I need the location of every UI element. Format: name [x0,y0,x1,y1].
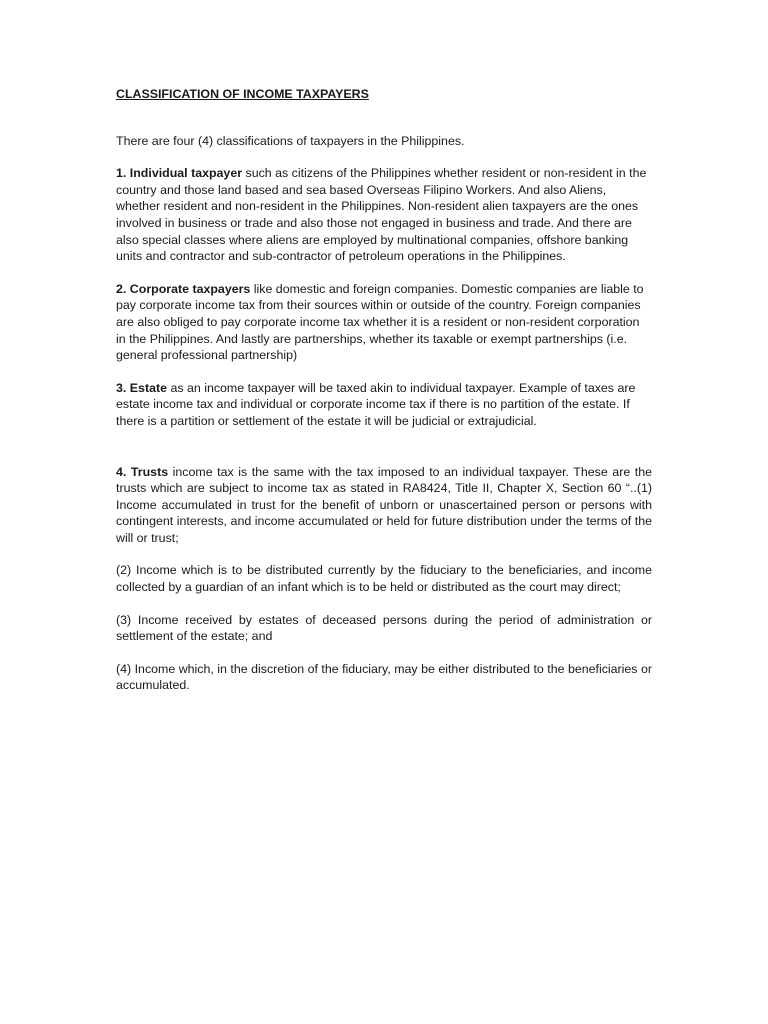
document-page [116,86,652,694]
trust-item-4: (4) Income which, in the discretion of the fiduciary, may be either distributed to the beneficiaries or accumulated. [116,661,652,693]
trust-item-3: (3) Income received by estates of deceased persons during the period of administration or settlement of the estate; and [116,612,652,644]
section-estate [116,380,652,430]
section-heading: Estate [129,380,167,395]
trust-item-2: (2) Income which is to be distributed currently by the fiduciary to the beneficiaries, and income collected by a guardian of an infant which is to be held or distributed as the court may direct; [116,563,652,595]
section-number: 2. [116,281,127,296]
section-individual-taxpayer [116,165,652,265]
section-heading: Trusts [130,464,169,479]
section-trusts [116,464,652,547]
section-number: 1. [116,166,127,181]
section-heading: Corporate taxpayers [129,281,251,296]
section-heading: Individual taxpayer [129,166,243,181]
section-text: income tax is the same with the tax imposed to an individual taxpayer. These are the trusts which are subject to income tax as stated in RA8424, Title II, Chapter X, Section 60 “..(1) Income accumulated in trust for the benefit of unborn or unascertained person or persons with contingent interests, and income accumulated or held for future distribution under the terms of the will or trust; [116,464,652,545]
section-number: 4. [116,464,127,479]
section-text: as an income taxpayer will be taxed akin to individual taxpayer. Example of taxes are estate income tax and individual or corporate income tax if there is no partition of the estate. If there is a partition or settlement of the estate it will be judicial or extrajudicial. [116,380,636,428]
intro-paragraph: There are four (4) classifications of taxpayers in the Philippines. [116,133,465,148]
section-corporate-taxpayers [116,281,652,364]
section-text: such as citizens of the Philippines whether resident or non-resident in the country and those land based and sea based Overseas Filipino Workers. And also Aliens, whether resident and non-resident in the Philippines. Non-resident alien taxpayers are the ones involved in business or trade and also those not engaged in business and trade. And there are also special classes where aliens are employed by multinational companies, offshore banking units and contractor and sub-contractor of petroleum operations in the Philippines. [116,166,647,264]
section-text: like domestic and foreign companies. Domestic companies are liable to pay corporate income tax from their sources within or outside of the country. Foreign companies are also obliged to pay corporate income tax whether it is a resident or non-resident corporation in the Philippines. And lastly are partnerships, whether its taxable or exempt partnerships (i.e. general professional partnership) [116,281,644,363]
document-title: CLASSIFICATION OF INCOME TAXPAYERS [116,87,369,101]
section-number: 3. [116,380,127,395]
